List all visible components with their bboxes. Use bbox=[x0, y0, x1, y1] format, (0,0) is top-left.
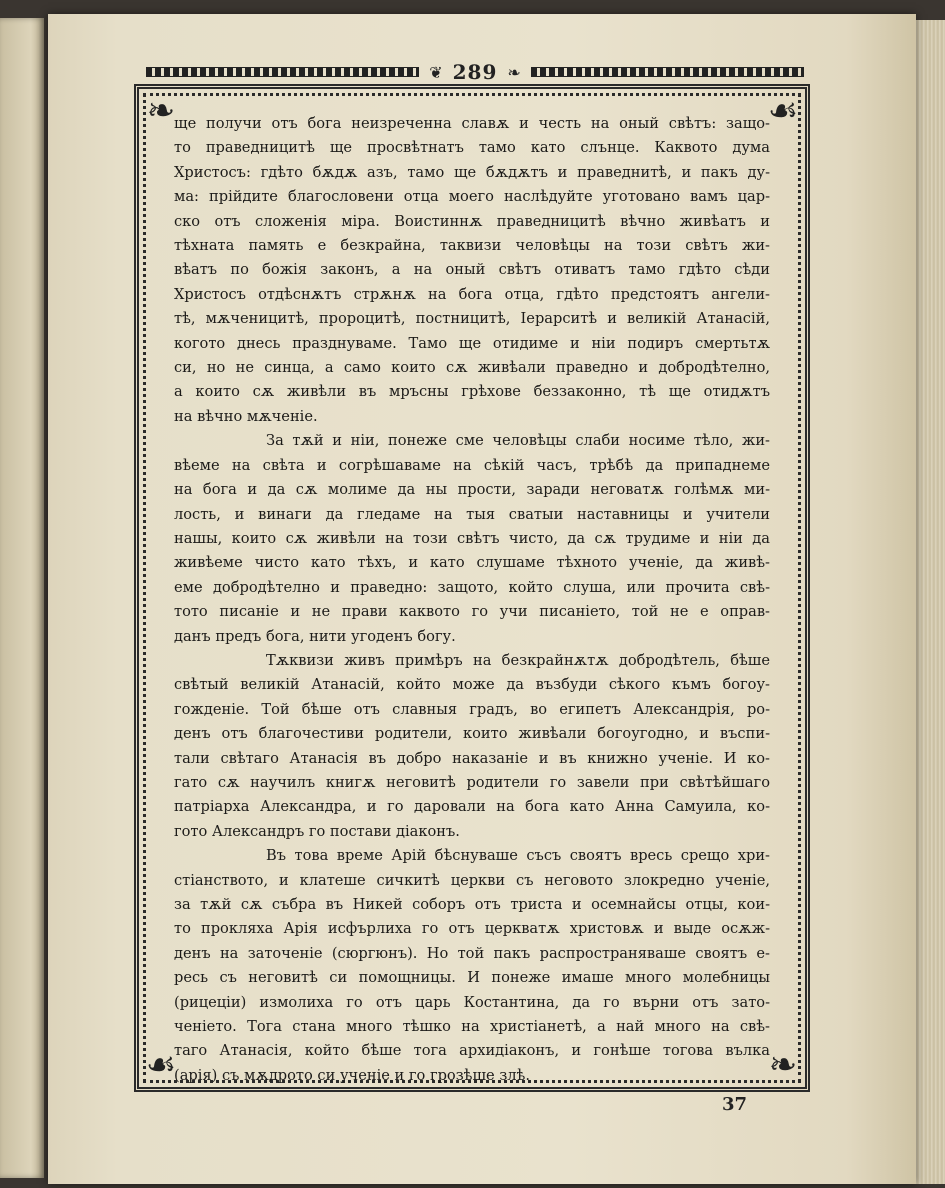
text-line: гато сѫ научилъ книгѫ неговитѣ родители го завели при свѣтѣйшаго bbox=[174, 773, 770, 791]
text-line: таго Атанасія, който бѣше тога архидіаконъ, и гонѣше тогова вълка bbox=[174, 1042, 770, 1060]
text-line: Въ това време Арій бѣснуваше съсъ своятъ вресь срещо хри- bbox=[266, 847, 770, 865]
header-ornament-left bbox=[146, 67, 419, 77]
text-line: на вѣчно мѫченіе. bbox=[174, 407, 318, 425]
text-line: (арія) съ мѫдрото си ученіе и го грозѣше злѣ. bbox=[174, 1066, 530, 1084]
page-stack-edge bbox=[912, 20, 945, 1184]
text-line: денъ на заточеніе (сюргюнъ). Но той пакъ распространяваше своятъ е- bbox=[174, 944, 770, 962]
leaf-ornament-icon: ❦ bbox=[429, 62, 443, 82]
corner-ornament-icon: ☙ bbox=[767, 91, 799, 131]
text-line: когото днесь празднуваме. Тамо ще отидиме и ніи подиръ смертьтѫ bbox=[174, 334, 770, 352]
text-line: тали свѣтаго Атанасія въ добро наказаніе и въ книжно ученіе. И ко- bbox=[174, 749, 770, 767]
text-line: свѣтый великій Атанасій, който може да възбуди сѣкого къмъ богоу- bbox=[174, 676, 770, 694]
text-line: ще получи отъ бога неизреченна славѫ и честь на оный свѣтъ: защо- bbox=[174, 115, 770, 132]
text-line: за тѫй сѫ събра въ Никей соборъ отъ триста и осемнайсы отцы, кои- bbox=[174, 896, 770, 913]
text-line: Христосъ отдѣснѫтъ стрѫнѫ на бога отца, гдѣто предстоятъ ангели- bbox=[174, 285, 770, 303]
text-line: вѣеме на свѣта и согрѣшаваме на сѣкій часъ, трѣбѣ да припаднеме bbox=[174, 456, 770, 474]
facing-page-edge bbox=[0, 18, 44, 1178]
text-line: на бога и да сѫ молиме да ны прости, заради неговатѫ голѣмѫ ми- bbox=[174, 481, 770, 499]
text-line: си, но не синца, а само които сѫ живѣали праведно и добродѣтелно, bbox=[174, 359, 770, 377]
text-line: гото Александръ го постави діаконъ. bbox=[174, 822, 460, 840]
body-text bbox=[174, 112, 770, 1088]
text-line: живѣеме чисто като тѣхъ, и като слушаме тѣхното ученіе, да живѣ- bbox=[174, 554, 770, 572]
signature-mark: 37 bbox=[722, 1094, 748, 1115]
page-header bbox=[140, 60, 810, 84]
corner-ornament-icon: ❧ bbox=[768, 1045, 798, 1085]
text-line: а които сѫ живѣли въ мръсны грѣхове беззаконно, тѣ ще отидѫтъ bbox=[174, 383, 770, 401]
text-line: нашы, които сѫ живѣли на този свѣтъ чисто, да сѫ трудиме и ніи да bbox=[174, 529, 770, 547]
text-line: тѣ, мѫченицитѣ, пророцитѣ, постницитѣ, Іерарситѣ и великій Атанасій, bbox=[174, 310, 770, 328]
page-number: 289 bbox=[452, 60, 498, 84]
text-line: тото писаніе и не прави каквото го учи писаніето, той не е оправ- bbox=[174, 603, 770, 621]
header-ornament-right bbox=[531, 67, 804, 77]
text-line: гожденіе. Той бѣше отъ славныя градъ, во египетъ Александрія, ро- bbox=[174, 700, 770, 718]
corner-ornament-icon: ❧ bbox=[146, 91, 176, 131]
text-line: За тѫй и ніи, понеже сме человѣцы слаби носиме тѣло, жи- bbox=[266, 432, 770, 450]
text-line: денъ отъ благочестиви родители, които живѣали богоугодно, и въспи- bbox=[174, 725, 770, 743]
text-line: тѣхната память е безкрайна, таквизи человѣцы на този свѣтъ жи- bbox=[174, 237, 770, 255]
text-line: ченіето. Тога стана много тѣшко на христіанетѣ, а най много на свѣ- bbox=[174, 1018, 770, 1036]
text-line: патріарха Александра, и го даровали на бога като Анна Самуила, ко- bbox=[174, 798, 770, 816]
text-line: ресь съ неговитѣ си помощницы. И понеже имаше много молебницы bbox=[174, 969, 770, 987]
text-line: ско отъ сложенія міра. Воистиннѫ праведницитѣ вѣчно живѣатъ и bbox=[174, 212, 770, 230]
text-line: вѣатъ по божія законъ, а на оный свѣтъ отиватъ тамо гдѣто сѣди bbox=[174, 261, 770, 279]
text-line: то прокляха Арія исфърлиха го отъ церкватѫ христовѫ и выде осѫж- bbox=[174, 920, 770, 938]
corner-ornament-icon: ☙ bbox=[145, 1045, 177, 1085]
text-line: (рицеціи) измолиха го отъ царь Костантина, да го върни отъ зато- bbox=[174, 993, 770, 1011]
text-line: еме добродѣтелно и праведно: защото, който слуша, или прочита свѣ- bbox=[174, 578, 770, 596]
text-line: Христосъ: гдѣто бѫдѫ азъ, тамо ще бѫдѫтъ и праведнитѣ, и пакъ ду- bbox=[174, 163, 770, 181]
text-line: данъ предъ бога, нити угоденъ богу. bbox=[174, 627, 456, 645]
text-line: то праведницитѣ ще просвѣтнатъ тамо като слънце. Каквото дума bbox=[174, 139, 770, 157]
text-line: лость, и винаги да гледаме на тыя сватыи наставницы и учители bbox=[174, 505, 770, 523]
text-line: ма: прійдите благословени отца моего наслѣдуйте уготовано вамъ цар- bbox=[174, 188, 770, 206]
text-line: Тѫквизи живъ примѣръ на безкрайнѫтѫ добродѣтель, бѣше bbox=[266, 651, 770, 669]
text-line: стіанството, и клатеше сичкитѣ церкви съ неговото злокредно ученіе, bbox=[174, 871, 770, 889]
leaf-ornament-icon: ❧ bbox=[507, 62, 521, 82]
